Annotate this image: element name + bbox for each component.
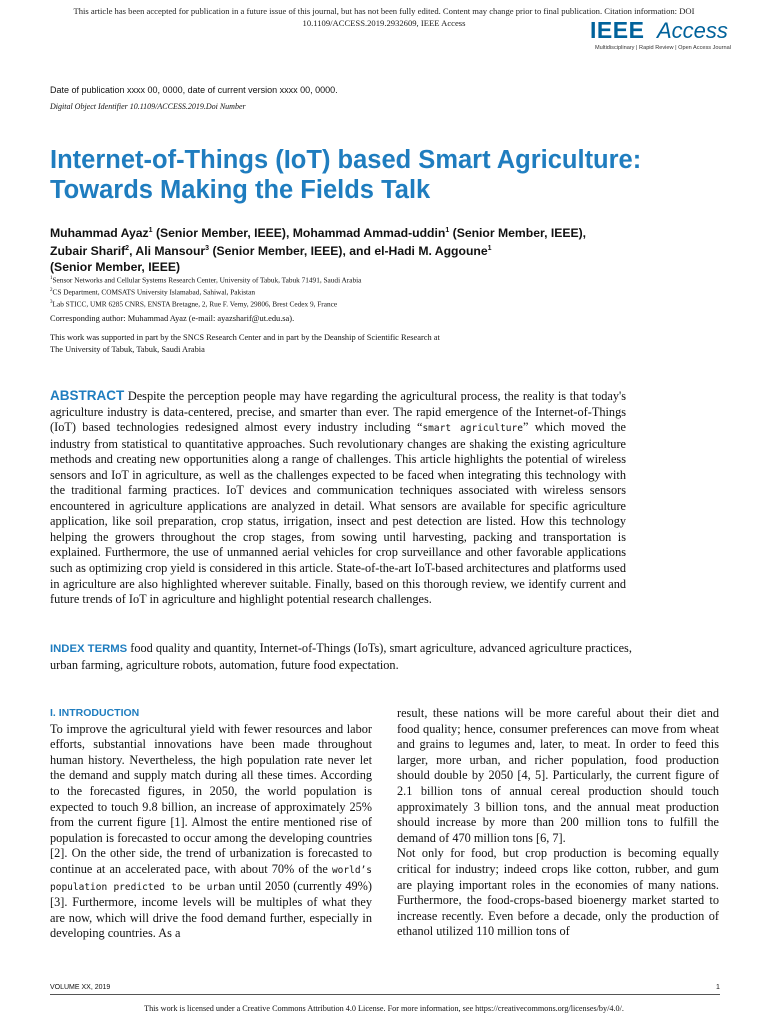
index-terms [50,641,650,673]
affiliation-item [50,286,361,298]
abstract-text-1: Despite the perception people may have regarding the agricultural process, the reality is that today's agriculture industry is data-centered, precise, and smarter than ever. The rapid emergence of the Internet-of-Things (IoT) based technologies redesigned almost every industry including “ [50,389,626,435]
title-line-2: Towards Making the Fields Talk [50,176,431,204]
affiliation-num: 1 [50,276,53,281]
affiliations [50,274,361,310]
author-role: (Senior Member, IEEE), and [209,244,375,259]
license-note: This work is licensed under a Creative Commons Attribution 4.0 License. For more information, see https://creativecommons.org/licenses/by/4.0/. [144,1004,624,1013]
footer-volume: VOLUME XX, 2019 [50,984,111,991]
body-column-left [50,706,372,942]
abstract [50,388,626,608]
title-line-1: Internet-of-Things (IoT) based Smart Agriculture: [50,146,642,174]
body-column-right [397,706,719,940]
intro-text-2: until 2050 (currently 49%) [3]. Furthermore, income levels will be multiples of what they are now, which will drive the food demand further, especially in developing countries. As a [50,878,372,941]
author-name: Muhammad Ayaz [50,226,149,241]
intro-paragraph [50,722,372,942]
doi-line: Digital Object Identifier 10.1109/ACCESS.2019.Doi Number [50,102,246,111]
ieee-access-logo [590,17,740,61]
affiliation-text: Sensor Networks and Cellular Systems Research Center, University of Tabuk, Tabuk 71491, Saudi Arabia [52,275,362,285]
affiliation-text: Lab STICC, UMR 6285 CNRS, ENSTA Bretagne, 2, Rue F. Verny, 29806, Brest Cedex 9, France [52,299,338,309]
author-name: Ali Mansour [135,244,206,259]
affiliation-text: CS Department, COMSATS University Islamabad, Sahiwal, Pakistan [52,287,255,297]
author-role: (Senior Member, IEEE) [50,260,181,275]
logo-ieee-text: IEEE [590,17,645,43]
author-role: (Senior Member, IEEE), [449,226,587,241]
author-sup: 2 [125,245,130,253]
author-role: (Senior Member, IEEE), [152,226,293,241]
author-sup: 1 [487,245,492,253]
funding-line-2: The University of Tabuk, Tabuk, Saudi Arabia [50,345,205,354]
affiliation-num: 3 [50,299,53,305]
author-sup: 1 [445,227,450,234]
section-heading: I. INTRODUCTION [50,707,140,719]
abstract-text-2: ” which moved the industry from statistical to quantitative approaches. Such revolutionary changes are shaking the existing agriculture methods and creating new opportunities along a range of challenges. This article highlights the potential of wireless sensors and IoT in agriculture, as well as the challenges expected to be faced when integrating this technology with the traditional farming practices. IoT devices and communication techniques associated with wireless sensors encountered in agriculture applications are analyzed in detail. What sensors are available for specific agriculture application, like soil preparation, crop status, irrigation, insect and pest detection are listed. How this technology helping the growers throughout the crop stages, from sowing until harvesting, packing and transportation is explained. Furthermore, the use of unmanned aerial vehicles for crop surveillance and other favorable applications such as optimizing crop yield is considered in this article. State-of-the-art IoT-based architectures and platforms used in agriculture are also highlighted wherever suitable. Finally, based on this thorough review, we identify current and future trends of IoT in agriculture and highlight potential research challenges. [50,420,627,607]
notice-line-1: This article has been accepted for publication in a future issue of this journal, but has not been fully edited. Content may change prior to final publication. Citation information: DOI [73,6,695,16]
author-sup: 1 [148,227,153,234]
intro-text-1: To improve the agricultural yield with fewer resources and labor efforts, substantial innovations have been made throughout human history. Nevertheless, the high population rate never let the demand and supply match during all these times. According to the forecasted figures, in 2050, the world population is expected to touch 9.8 billion, an increase of approximately 25% from the current figure [1]. Almost the entire mentioned rise of population is forecasted to occur among the developing countries [2]. On the other side, the trend of urbanization is forecasted to continue at an accelerated pace, with about 70% of the [50,721,372,876]
notice-line-2: 10.1109/ACCESS.2019.2932609, IEEE Access [302,18,466,28]
index-terms-text: food quality and quantity, Internet-of-Things (IoTs), smart agriculture, advanced agriculture practices, urban farming, agriculture robots, automation, future food expectation. [50,641,632,672]
affiliation-item [50,274,361,286]
paper-title [50,145,730,205]
author-list [50,223,610,275]
funding-line-1: This work was supported in part by the SNCS Research Center and in part by the Deanship of Scientific Research at [50,333,440,342]
right-paragraph-2: Not only for food, but crop production is becoming equally critical for industry; indeed crops like cotton, rubber, and gum are playing important roles in the economies of many nations. Furthermore, the food-crops-based bioenergy market started to increase recently. Even before a decade, only the production of ethanol utilized 110 million tons of [397,846,719,939]
abstract-quote: smart agriculture [422,423,523,435]
logo-tagline: Multidisciplinary | Rapid Review | Open Access Journal [595,45,731,51]
footer-divider [50,994,720,995]
corresponding-author: Corresponding author: Muhammad Ayaz (e-mail: ayazsharif@ut.edu.sa). [50,314,295,323]
index-terms-heading: INDEX TERMS [50,643,128,655]
publication-date: Date of publication xxxx 00, 0000, date of current version xxxx 00, 0000. [50,85,338,95]
author-name: el-Hadi M. Aggoune [374,244,488,259]
author-role: , [129,244,136,259]
author-name: Zubair Sharif [50,244,126,259]
right-paragraph-1: result, these nations will be more careful about their diet and food quality; hence, consumer preferences can move from wheat and grains to legumes and, later, to meat. In order to feed this larger, more urban, and richer population, food production should double by 2050 [4, 5]. Particularly, the current figure of 2.1 billion tons of annual cereal production should touch approximately 3 billion tons, and the annual meat production should increase by more than 200 million tons to fulfill the demand of 470 million tons [6, 7]. [397,706,719,845]
affiliation-num: 2 [50,287,53,293]
abstract-heading: ABSTRACT [50,388,125,403]
page-number: 1 [716,984,720,991]
author-name: Mohammad Ammad-uddin [292,226,446,241]
author-sup: 3 [205,245,210,253]
intro-quote: world’s population predicted to be urban [50,864,372,893]
affiliation-item [50,298,361,310]
logo-access-text: Access [657,18,728,43]
funding-note [50,332,610,356]
